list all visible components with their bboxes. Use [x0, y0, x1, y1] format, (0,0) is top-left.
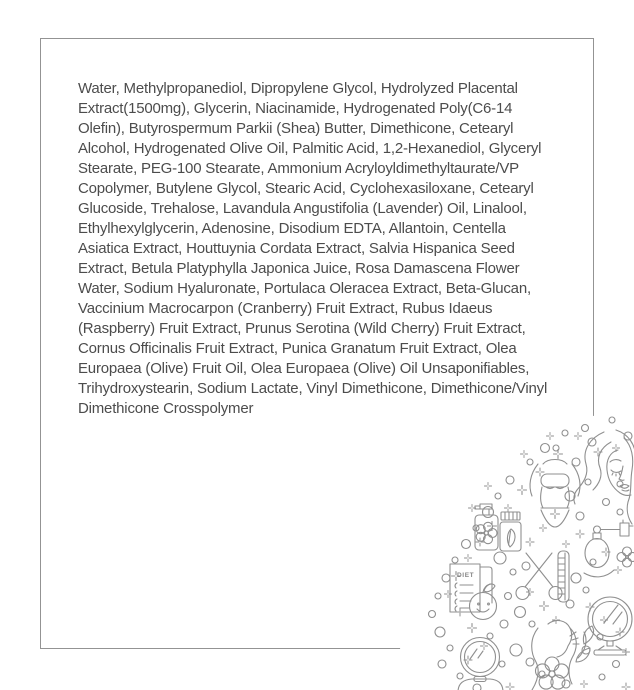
ingredients-text: Water, Methylpropanediol, Dipropylene Glycol, Hydrolyzed Placental Extract(1500mg), Glycerin, Niacinamide, Hydrogenated Poly(C6-14 Olefin), Butyrospermum Parkii (Shea) Butter, Dimethicone, Cetearyl Alcohol, Hydrogenated Olive Oil, Palmitic Acid, 1,2-Hexanediol, Glyceryl Stearate, PEG-100 Stearate, Ammonium Acryloyldimethyltaurate/VP Copolymer, Butylene Glycol, Stearic Acid, Cyclohexasiloxane, Cetearyl Glucoside, Trehalose, Lavandula Angustifolia (Lavender) Oil, Linalool, Ethylhexylglycerin, Adenosine, Disodium EDTA, Allantoin, Centella Asiatica Extract, Houttuynia Cordata Extract, Salvia Hispanica Seed Extract, Betula Platyphylla Japonica Juice, Rosa Damascena Flower Water, Sodium Hyaluronate, Portulaca Oleracea Extract, Beta-Glucan, Vaccinium Macrocarpon (Cranberry) Fruit Extract, Rubus Idaeus (Raspberry) Fruit Extract, Prunus Serotina (Wild Cherry) Fruit Extract, Cornus Officinalis Fruit Extract, Punica Granatum Fruit Extract, Olea Europaea (Olive) Fruit Oil, Olea Europaea (Olive) Oil Unsaponifiables, Trihydroxystearin, Sodium Lactate, Vinyl Dimethicone, Dimethicone/Vinyl Dimethicone Crosspolymer: [78, 80, 548, 417]
svg-text:DIET: DIET: [457, 572, 475, 579]
illustration-disc: [399, 406, 634, 690]
beauty-icons-illustration: [380, 400, 634, 690]
